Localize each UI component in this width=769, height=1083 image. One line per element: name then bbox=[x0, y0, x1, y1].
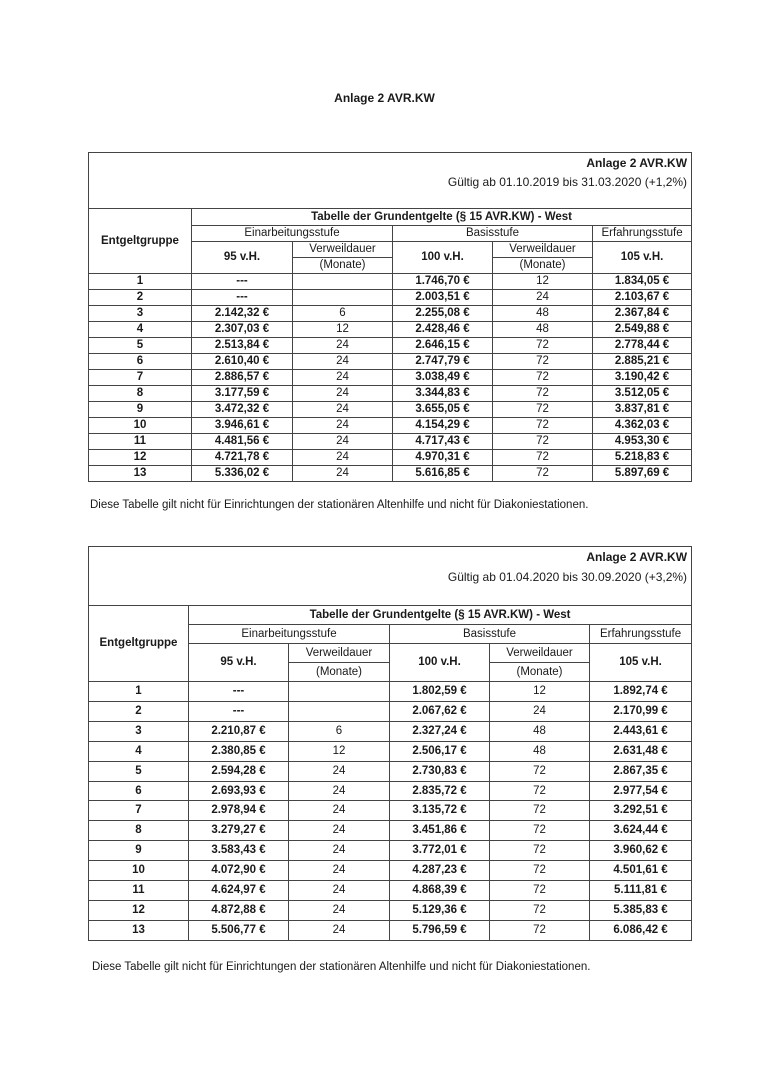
salary-table-block-2 bbox=[88, 546, 692, 941]
cell-value-105: 3.512,05 € bbox=[593, 386, 692, 402]
table-row bbox=[89, 920, 692, 940]
cell-verweildauer-1: 6 bbox=[293, 306, 393, 322]
cell-value-95: 3.946,61 € bbox=[192, 418, 293, 434]
col-header-entgeltgruppe: Entgeltgruppe bbox=[89, 606, 189, 682]
cell-value-95: 4.872,88 € bbox=[189, 900, 289, 920]
col-header-100: 100 v.H. bbox=[390, 644, 490, 682]
salary-table-block-1 bbox=[88, 152, 692, 482]
cell-value-95: 3.279,27 € bbox=[189, 821, 289, 841]
cell-value-95: 2.210,87 € bbox=[189, 721, 289, 741]
cell-value-105: 5.385,83 € bbox=[590, 900, 692, 920]
cell-verweildauer-1: 12 bbox=[293, 322, 393, 338]
table-row bbox=[89, 290, 692, 306]
cell-value-95: --- bbox=[189, 701, 289, 721]
cell-value-105: 5.218,83 € bbox=[593, 450, 692, 466]
table-row bbox=[89, 801, 692, 821]
cell-entgeltgruppe: 6 bbox=[89, 781, 189, 801]
cell-verweildauer-2: 48 bbox=[490, 741, 590, 761]
cell-value-95: --- bbox=[189, 682, 289, 702]
cell-value-100: 5.616,85 € bbox=[393, 466, 493, 482]
table-row bbox=[89, 861, 692, 881]
cell-value-95: 3.472,32 € bbox=[192, 402, 293, 418]
cell-entgeltgruppe: 4 bbox=[89, 741, 189, 761]
cell-entgeltgruppe: 2 bbox=[89, 701, 189, 721]
cell-entgeltgruppe: 7 bbox=[89, 370, 192, 386]
cell-verweildauer-1: 24 bbox=[293, 450, 393, 466]
table-body-1 bbox=[89, 274, 692, 482]
cell-verweildauer-1: 24 bbox=[289, 861, 390, 881]
cell-verweildauer-2: 48 bbox=[493, 306, 593, 322]
cell-value-95: 2.142,32 € bbox=[192, 306, 293, 322]
cell-value-100: 2.730,83 € bbox=[390, 761, 490, 781]
table-row bbox=[89, 682, 692, 702]
cell-verweildauer-2: 48 bbox=[493, 322, 593, 338]
cell-verweildauer-2: 12 bbox=[493, 274, 593, 290]
table-note-1: Diese Tabelle gilt nicht für Einrichtungen der stationären Altenhilfe und nicht für Diakoniestationen. bbox=[90, 499, 589, 511]
cell-verweildauer-2: 72 bbox=[493, 370, 593, 386]
cell-verweildauer-1: 24 bbox=[293, 386, 393, 402]
cell-value-105: 4.501,61 € bbox=[590, 861, 692, 881]
cell-value-105: 1.892,74 € bbox=[590, 682, 692, 702]
cell-value-100: 4.868,39 € bbox=[390, 881, 490, 901]
cell-value-95: 4.721,78 € bbox=[192, 450, 293, 466]
cell-value-105: 2.867,35 € bbox=[590, 761, 692, 781]
cell-value-105: 3.624,44 € bbox=[590, 821, 692, 841]
table-row bbox=[89, 418, 692, 434]
cell-entgeltgruppe: 1 bbox=[89, 274, 192, 290]
cell-value-100: 2.506,17 € bbox=[390, 741, 490, 761]
cell-value-105: 3.292,51 € bbox=[590, 801, 692, 821]
cell-verweildauer-1: 24 bbox=[289, 900, 390, 920]
cell-value-100: 3.344,83 € bbox=[393, 386, 493, 402]
table-row bbox=[89, 322, 692, 338]
cell-entgeltgruppe: 13 bbox=[89, 466, 192, 482]
cell-verweildauer-1: 24 bbox=[289, 781, 390, 801]
cell-verweildauer-1: 24 bbox=[289, 821, 390, 841]
table-row bbox=[89, 741, 692, 761]
table-row bbox=[89, 274, 692, 290]
cell-value-105: 3.190,42 € bbox=[593, 370, 692, 386]
cell-value-95: 4.481,56 € bbox=[192, 434, 293, 450]
col-header-einarbeitungsstufe: Einarbeitungsstufe bbox=[192, 226, 393, 242]
cell-value-100: 4.717,43 € bbox=[393, 434, 493, 450]
cell-value-100: 2.255,08 € bbox=[393, 306, 493, 322]
cell-value-100: 2.835,72 € bbox=[390, 781, 490, 801]
col-header-basisstufe: Basisstufe bbox=[393, 226, 593, 242]
cell-value-100: 3.451,86 € bbox=[390, 821, 490, 841]
cell-value-100: 3.135,72 € bbox=[390, 801, 490, 821]
cell-value-95: 4.072,90 € bbox=[189, 861, 289, 881]
table-row bbox=[89, 841, 692, 861]
col-header-105: 105 v.H. bbox=[590, 644, 692, 682]
cell-entgeltgruppe: 3 bbox=[89, 721, 189, 741]
table-row bbox=[89, 386, 692, 402]
cell-verweildauer-2: 48 bbox=[490, 721, 590, 741]
box-title: Anlage 2 AVR.KW bbox=[586, 156, 688, 170]
cell-entgeltgruppe: 12 bbox=[89, 450, 192, 466]
cell-value-100: 2.747,79 € bbox=[393, 354, 493, 370]
table-row bbox=[89, 900, 692, 920]
cell-verweildauer-1: 24 bbox=[289, 801, 390, 821]
table-body-2 bbox=[89, 682, 692, 941]
cell-value-100: 5.796,59 € bbox=[390, 920, 490, 940]
cell-value-95: --- bbox=[192, 290, 293, 306]
cell-entgeltgruppe: 8 bbox=[89, 821, 189, 841]
table-row bbox=[89, 402, 692, 418]
cell-verweildauer-2: 12 bbox=[490, 682, 590, 702]
col-header-verweildauer-2: Verweildauer bbox=[490, 644, 590, 663]
col-header-95: 95 v.H. bbox=[189, 644, 289, 682]
cell-entgeltgruppe: 11 bbox=[89, 881, 189, 901]
cell-value-105: 2.977,54 € bbox=[590, 781, 692, 801]
cell-verweildauer-1: 24 bbox=[289, 920, 390, 940]
table-row bbox=[89, 306, 692, 322]
cell-entgeltgruppe: 12 bbox=[89, 900, 189, 920]
cell-value-105: 3.837,81 € bbox=[593, 402, 692, 418]
table-row bbox=[89, 434, 692, 450]
col-header-erfahrungsstufe: Erfahrungsstufe bbox=[590, 625, 692, 644]
cell-value-105: 5.897,69 € bbox=[593, 466, 692, 482]
cell-value-95: 2.886,57 € bbox=[192, 370, 293, 386]
cell-verweildauer-2: 72 bbox=[493, 466, 593, 482]
cell-value-105: 2.549,88 € bbox=[593, 322, 692, 338]
cell-verweildauer-1: 24 bbox=[289, 841, 390, 861]
cell-entgeltgruppe: 10 bbox=[89, 418, 192, 434]
table-note-2: Diese Tabelle gilt nicht für Einrichtungen der stationären Altenhilfe und nicht für Diakoniestationen. bbox=[92, 961, 591, 973]
table-row bbox=[89, 821, 692, 841]
col-header-basisstufe: Basisstufe bbox=[390, 625, 590, 644]
cell-value-95: 2.380,85 € bbox=[189, 741, 289, 761]
cell-value-105: 4.362,03 € bbox=[593, 418, 692, 434]
cell-value-95: 3.583,43 € bbox=[189, 841, 289, 861]
cell-value-105: 1.834,05 € bbox=[593, 274, 692, 290]
cell-verweildauer-2: 72 bbox=[493, 434, 593, 450]
cell-entgeltgruppe: 9 bbox=[89, 402, 192, 418]
col-header-entgeltgruppe: Entgeltgruppe bbox=[89, 209, 192, 274]
cell-entgeltgruppe: 4 bbox=[89, 322, 192, 338]
table-title: Tabelle der Grundentgelte (§ 15 AVR.KW) - West bbox=[192, 209, 692, 226]
col-header-erfahrungsstufe: Erfahrungsstufe bbox=[593, 226, 692, 242]
cell-value-100: 5.129,36 € bbox=[390, 900, 490, 920]
cell-verweildauer-1: 24 bbox=[289, 881, 390, 901]
cell-value-100: 2.003,51 € bbox=[393, 290, 493, 306]
cell-entgeltgruppe: 9 bbox=[89, 841, 189, 861]
cell-value-105: 6.086,42 € bbox=[590, 920, 692, 940]
cell-verweildauer-2: 72 bbox=[490, 761, 590, 781]
cell-verweildauer-2: 72 bbox=[493, 418, 593, 434]
cell-value-100: 4.970,31 € bbox=[393, 450, 493, 466]
cell-entgeltgruppe: 7 bbox=[89, 801, 189, 821]
cell-value-95: 2.610,40 € bbox=[192, 354, 293, 370]
cell-verweildauer-1: 24 bbox=[293, 354, 393, 370]
cell-value-100: 3.655,05 € bbox=[393, 402, 493, 418]
cell-value-100: 2.327,24 € bbox=[390, 721, 490, 741]
cell-verweildauer-1: 24 bbox=[293, 370, 393, 386]
col-header-monate-1: (Monate) bbox=[293, 258, 393, 274]
cell-value-100: 4.154,29 € bbox=[393, 418, 493, 434]
cell-value-95: 2.307,03 € bbox=[192, 322, 293, 338]
table-row bbox=[89, 781, 692, 801]
cell-verweildauer-1: 6 bbox=[289, 721, 390, 741]
cell-value-100: 2.067,62 € bbox=[390, 701, 490, 721]
cell-verweildauer-1: 12 bbox=[289, 741, 390, 761]
table-row bbox=[89, 721, 692, 741]
salary-table-2 bbox=[88, 546, 692, 941]
cell-verweildauer-1: 24 bbox=[293, 338, 393, 354]
cell-value-95: 2.594,28 € bbox=[189, 761, 289, 781]
col-header-monate-2: (Monate) bbox=[490, 663, 590, 682]
cell-verweildauer-1: 24 bbox=[293, 466, 393, 482]
cell-value-95: --- bbox=[192, 274, 293, 290]
cell-value-95: 2.693,93 € bbox=[189, 781, 289, 801]
box-title: Anlage 2 AVR.KW bbox=[586, 550, 688, 564]
cell-value-95: 2.513,84 € bbox=[192, 338, 293, 354]
col-header-einarbeitungsstufe: Einarbeitungsstufe bbox=[189, 625, 390, 644]
table-row bbox=[89, 701, 692, 721]
cell-verweildauer-1: 24 bbox=[293, 418, 393, 434]
cell-value-95: 5.336,02 € bbox=[192, 466, 293, 482]
validity-period: Gültig ab 01.04.2020 bis 30.09.2020 (+3,2%) bbox=[447, 570, 688, 584]
table-header-box bbox=[89, 547, 692, 606]
cell-verweildauer-1 bbox=[289, 682, 390, 702]
table-row bbox=[89, 450, 692, 466]
cell-verweildauer-1 bbox=[293, 290, 393, 306]
cell-value-105: 2.778,44 € bbox=[593, 338, 692, 354]
cell-entgeltgruppe: 13 bbox=[89, 920, 189, 940]
cell-verweildauer-2: 24 bbox=[493, 290, 593, 306]
cell-value-100: 1.802,59 € bbox=[390, 682, 490, 702]
cell-value-105: 4.953,30 € bbox=[593, 434, 692, 450]
cell-value-105: 2.103,67 € bbox=[593, 290, 692, 306]
table-header-box bbox=[89, 153, 692, 209]
cell-verweildauer-2: 72 bbox=[490, 920, 590, 940]
cell-value-95: 2.978,94 € bbox=[189, 801, 289, 821]
table-title: Tabelle der Grundentgelte (§ 15 AVR.KW) - West bbox=[189, 606, 692, 625]
cell-value-100: 3.772,01 € bbox=[390, 841, 490, 861]
cell-entgeltgruppe: 10 bbox=[89, 861, 189, 881]
table-row bbox=[89, 466, 692, 482]
cell-verweildauer-2: 72 bbox=[490, 881, 590, 901]
cell-entgeltgruppe: 5 bbox=[89, 338, 192, 354]
cell-verweildauer-2: 72 bbox=[490, 900, 590, 920]
cell-value-105: 2.885,21 € bbox=[593, 354, 692, 370]
table-row bbox=[89, 338, 692, 354]
page-title: Anlage 2 AVR.KW bbox=[334, 91, 435, 105]
cell-entgeltgruppe: 6 bbox=[89, 354, 192, 370]
cell-value-105: 2.367,84 € bbox=[593, 306, 692, 322]
cell-value-105: 2.443,61 € bbox=[590, 721, 692, 741]
salary-table-1 bbox=[88, 152, 692, 482]
validity-period: Gültig ab 01.10.2019 bis 31.03.2020 (+1,2%) bbox=[447, 175, 688, 189]
cell-verweildauer-2: 24 bbox=[490, 701, 590, 721]
cell-value-105: 3.960,62 € bbox=[590, 841, 692, 861]
table-row bbox=[89, 370, 692, 386]
cell-verweildauer-1 bbox=[289, 701, 390, 721]
cell-verweildauer-2: 72 bbox=[490, 821, 590, 841]
cell-verweildauer-2: 72 bbox=[490, 781, 590, 801]
cell-verweildauer-2: 72 bbox=[490, 841, 590, 861]
cell-value-95: 5.506,77 € bbox=[189, 920, 289, 940]
cell-verweildauer-2: 72 bbox=[493, 402, 593, 418]
cell-verweildauer-1: 24 bbox=[293, 434, 393, 450]
cell-value-100: 4.287,23 € bbox=[390, 861, 490, 881]
cell-entgeltgruppe: 8 bbox=[89, 386, 192, 402]
cell-verweildauer-2: 72 bbox=[493, 338, 593, 354]
col-header-verweildauer-1: Verweildauer bbox=[289, 644, 390, 663]
cell-entgeltgruppe: 2 bbox=[89, 290, 192, 306]
cell-verweildauer-1: 24 bbox=[293, 402, 393, 418]
cell-verweildauer-2: 72 bbox=[493, 450, 593, 466]
col-header-monate-1: (Monate) bbox=[289, 663, 390, 682]
col-header-verweildauer-2: Verweildauer bbox=[493, 242, 593, 258]
col-header-95: 95 v.H. bbox=[192, 242, 293, 274]
cell-value-100: 1.746,70 € bbox=[393, 274, 493, 290]
table-row bbox=[89, 761, 692, 781]
cell-entgeltgruppe: 1 bbox=[89, 682, 189, 702]
cell-verweildauer-2: 72 bbox=[493, 354, 593, 370]
cell-verweildauer-1 bbox=[293, 274, 393, 290]
col-header-105: 105 v.H. bbox=[593, 242, 692, 274]
col-header-100: 100 v.H. bbox=[393, 242, 493, 274]
col-header-verweildauer-1: Verweildauer bbox=[293, 242, 393, 258]
cell-verweildauer-1: 24 bbox=[289, 761, 390, 781]
cell-value-100: 3.038,49 € bbox=[393, 370, 493, 386]
cell-value-100: 2.646,15 € bbox=[393, 338, 493, 354]
cell-verweildauer-2: 72 bbox=[490, 801, 590, 821]
table-row bbox=[89, 881, 692, 901]
cell-verweildauer-2: 72 bbox=[490, 861, 590, 881]
cell-value-105: 5.111,81 € bbox=[590, 881, 692, 901]
cell-verweildauer-2: 72 bbox=[493, 386, 593, 402]
cell-entgeltgruppe: 3 bbox=[89, 306, 192, 322]
cell-value-105: 2.170,99 € bbox=[590, 701, 692, 721]
cell-value-95: 3.177,59 € bbox=[192, 386, 293, 402]
col-header-monate-2: (Monate) bbox=[493, 258, 593, 274]
cell-value-95: 4.624,97 € bbox=[189, 881, 289, 901]
cell-entgeltgruppe: 5 bbox=[89, 761, 189, 781]
table-row bbox=[89, 354, 692, 370]
cell-entgeltgruppe: 11 bbox=[89, 434, 192, 450]
cell-value-100: 2.428,46 € bbox=[393, 322, 493, 338]
cell-value-105: 2.631,48 € bbox=[590, 741, 692, 761]
